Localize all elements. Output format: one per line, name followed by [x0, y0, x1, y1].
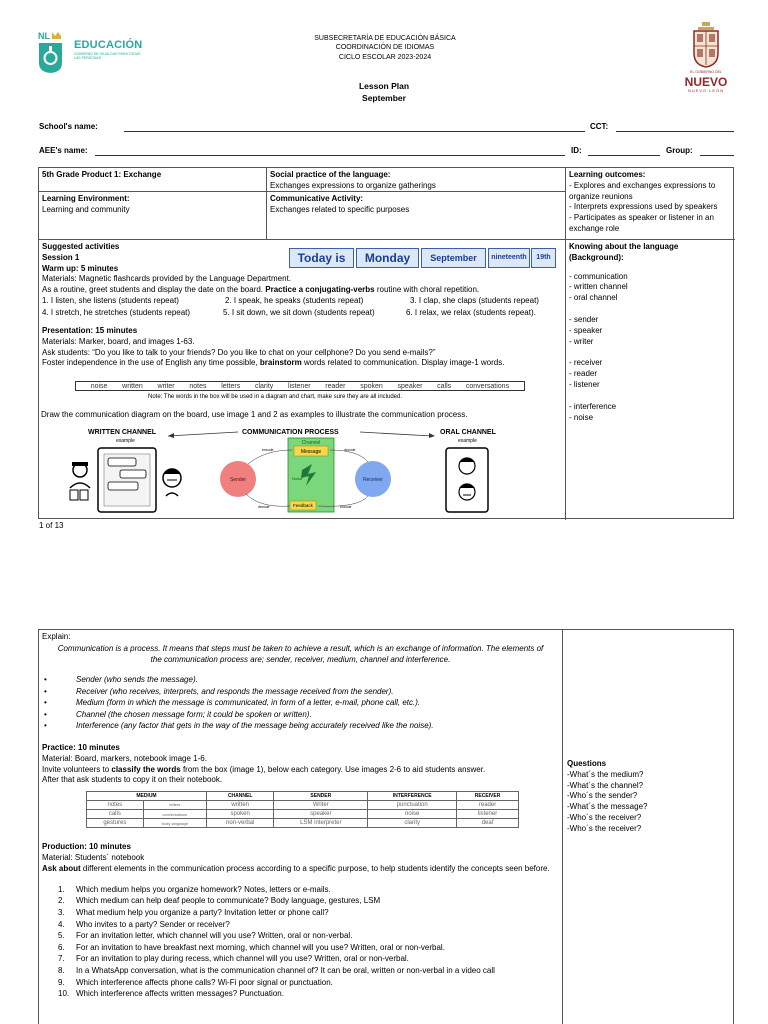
group-label: Group: [666, 146, 693, 155]
cct-field[interactable] [616, 131, 734, 132]
classify-header: MEDIUM [87, 792, 207, 801]
bullet-dot-icon: • [44, 721, 47, 731]
product-cell [39, 168, 267, 192]
verb-item: 1. I listen, she listens (students repeat) [42, 295, 179, 305]
cct-label: CCT: [590, 122, 609, 131]
flashcard-19th: 19th [531, 248, 556, 268]
after-text: After that ask students to copy it on their notebook. [42, 775, 223, 785]
oral-channel-heading: ORAL CHANNEL [440, 429, 496, 436]
explain-cell [39, 630, 563, 1024]
classify-header: RECEIVER [457, 792, 519, 801]
plan-title: Lesson Plan [358, 81, 410, 91]
gov-logo-sub-text: NUEVO LEÓN [687, 88, 725, 93]
question-text: For an invitation letter, which channel will you use? Written, oral or non-verbal. [76, 931, 353, 941]
explain-bullets [42, 674, 559, 732]
side-question: -What´s the channel? [567, 780, 644, 790]
words-note: Note: The words in the box will be used in a diagram and chart, make sure they are all included. [148, 394, 403, 400]
classify-header: SENDER [274, 792, 368, 801]
learning-outcomes-cell [566, 168, 735, 240]
decode-label: decode [344, 448, 356, 452]
outcome-line: - Explores and exchanges expressions to [569, 180, 716, 190]
logo-education-subtitle: GOBIERNO DE IGUALDAD PARA TODAS LAS PERSONAS [74, 52, 141, 61]
reader-face-icon [163, 469, 181, 496]
communicative-activity-cell [267, 192, 566, 240]
feedback-label: Feedback [293, 503, 313, 508]
ask-students-text: Ask students: “Do you like to talk to your friends? Do you like to chat on your cellphone? Do you send e-mails?” [42, 347, 436, 357]
production-question [42, 942, 559, 954]
side-question: -Who´s the receiver? [567, 823, 642, 833]
word-item: letters [221, 383, 241, 390]
plan-month: September [362, 92, 406, 103]
bullet-item [42, 720, 559, 732]
routine-text [42, 285, 562, 296]
bullet-item [42, 686, 559, 698]
gov-logo-main-text: NUEVO [684, 75, 728, 89]
questions-side-cell [563, 630, 735, 1024]
classify-header-row [87, 792, 519, 801]
bullet-text: Sender (who sends the message). [76, 674, 198, 684]
knowing-item: - oral channel [569, 293, 618, 303]
word-item: written [122, 383, 143, 390]
production-question [42, 977, 559, 989]
sender-label: Sender [229, 477, 247, 483]
classify-cell: notes [87, 801, 144, 810]
oral-channel-illustration [444, 444, 492, 514]
classify-cell: spoken [206, 810, 274, 819]
flashcard-september: September [421, 248, 486, 268]
page-header [0, 0, 768, 125]
verb-item: 6. I relax, we relax (students repeat). [406, 307, 536, 317]
bullet-item [42, 709, 559, 721]
knowing-item [569, 347, 732, 358]
foster-text-c: words related to communication. Display image-1 words. [301, 358, 505, 368]
flashcard-nineteenth: nineteenth [488, 248, 530, 268]
question-number: 6. [58, 942, 65, 952]
knowing-item: - noise [569, 412, 594, 422]
dept-line-1: SUBSECRETARÍA DE EDUCACIÓN BÁSICA [314, 35, 456, 42]
question-number: 2. [58, 896, 65, 906]
question-number: 3. [58, 908, 65, 917]
knowing-item: - interference [569, 401, 617, 411]
question-text: In a WhatsApp conversation, what is the communication channel of? It can be oral, written or non-verbal in a video call [76, 965, 495, 975]
side-questions-block [567, 759, 647, 835]
presentation-label: Presentation: 15 minutes [42, 325, 138, 335]
classify-cell: listener [457, 810, 519, 819]
classify-cell: body language [143, 819, 206, 828]
production-question [42, 895, 559, 907]
suggested-activities-label: Suggested activities [42, 242, 120, 251]
bullet-item [42, 697, 559, 709]
social-practice-cell [267, 168, 566, 192]
words-box [75, 381, 525, 391]
production-label: Production: 10 minutes [42, 842, 131, 852]
side-questions-title: Questions [567, 759, 607, 768]
flashcard-today: Today is [289, 248, 354, 268]
routine-text-a: As a routine, greet students and display the date on the board. [42, 285, 266, 295]
classify-cell: written [206, 801, 274, 810]
aee-name-label: AEE's name: [39, 146, 88, 155]
question-text: Which medium helps you organize homework? Notes, letters or e-mails. [76, 884, 331, 894]
foster-text-b: brainstorm [259, 358, 302, 368]
word-item: notes [189, 383, 207, 390]
side-question: -What´s the medium? [567, 769, 644, 779]
shield-badge-icon [38, 30, 63, 74]
classify-cell: letters [143, 801, 206, 810]
question-text: What medium help you organize a party? Invitation letter or phone call? [76, 908, 329, 917]
production-question [42, 930, 559, 942]
knowing-item: - writer [569, 336, 594, 346]
side-questions-list [567, 770, 647, 835]
routine-text-b: Practice a conjugating-verbs [265, 285, 375, 295]
side-question: -Who´s the sender? [567, 791, 638, 801]
question-text: Which interference affects written messages? Punctuation. [76, 989, 284, 999]
channel-label: Channel [301, 440, 321, 446]
question-text: Which interference affects phone calls? Wi-Fi poor signal or punctuation. [76, 977, 333, 987]
invite-text-a: Invite volunteers to [42, 764, 112, 774]
group-field[interactable] [700, 155, 734, 156]
lesson-plan-table-2 [38, 629, 734, 1024]
side-question: -What´s the message? [567, 802, 648, 812]
invite-text-c: from the box (image 1), below each category. Use images 2-6 to aid students answer. [180, 764, 486, 774]
classify-cell: punctuation [368, 801, 457, 810]
verb-item: 4. I stretch, he stretches (students repeat) [42, 307, 191, 317]
production-questions [42, 884, 559, 1000]
product-text: 5th Grade Product 1: Exchange [42, 170, 162, 179]
classify-cell: speaker [274, 810, 368, 819]
outcome-line: - Participates as speaker or listener in an [569, 213, 714, 223]
svg-text:NL: NL [38, 31, 50, 41]
communicative-activity-value: Exchanges related to specific purposes [270, 204, 410, 214]
classify-cell: gestures [87, 819, 144, 828]
verb-item: 3. I clap, she claps (students repeat) [410, 295, 539, 305]
knowing-language-cell [566, 240, 735, 520]
knowing-item: - listener [569, 379, 600, 389]
classify-cell: Writer [274, 801, 368, 810]
classify-cell: noise [368, 810, 457, 819]
verb-item: 5. I sit down, we sit down (students repeat) [223, 307, 375, 317]
communication-process-heading: COMMUNICATION PROCESS [242, 429, 339, 436]
warmup-label: Warm up: 5 minutes [42, 263, 119, 273]
outcome-line: exchange role [569, 223, 620, 233]
routine-text-c: routine with choral repetition. [374, 285, 480, 295]
communicative-activity-label: Communicative Activity: [270, 194, 364, 203]
dept-line-2: COORDINACIÓN DE IDIOMAS [335, 44, 435, 52]
classify-row [87, 801, 519, 810]
nuevo-leon-government-logo [676, 20, 736, 93]
invite-text [42, 765, 559, 776]
question-number: 10. [58, 989, 70, 999]
message-label: Message [300, 449, 322, 455]
communication-process-diagram [210, 436, 400, 514]
word-item: calls [437, 383, 452, 390]
outcome-line: - Interprets expressions used by speakers [569, 202, 718, 212]
word-item: noise [90, 383, 108, 390]
noise-label: Noise [292, 476, 303, 481]
question-number: 7. [58, 954, 65, 964]
bullet-text: Medium (form in which the message is communicated, in form of a letter, e-mail, phone call, etc.). [76, 698, 421, 708]
encode-label-bottom: encode [340, 505, 352, 509]
word-item: spoken [360, 383, 383, 390]
production-question [42, 988, 559, 1000]
classify-cell: deaf [457, 819, 519, 828]
department-heading [250, 34, 520, 62]
classify-cell: conversations [143, 810, 206, 819]
school-name-field[interactable] [124, 131, 585, 132]
written-example-label: example [116, 438, 135, 444]
question-number: 9. [58, 977, 65, 987]
ask-about-rest: different elements in the communication process according to a specific purpose, to help students identify the concepts seen before. [80, 864, 550, 874]
coat-of-arms-icon [676, 20, 736, 70]
flashcard-monday: Monday [356, 248, 419, 268]
words-row [76, 382, 524, 391]
classify-cell: reader [457, 801, 519, 810]
classify-body [87, 801, 519, 828]
classify-table [86, 791, 519, 828]
encode-arrow [248, 450, 292, 464]
knowing-item [569, 391, 732, 402]
knowing-language-label: Knowing about the language (Background): [569, 242, 679, 262]
word-item: speaker [397, 383, 423, 390]
question-number: 1. [58, 884, 65, 894]
verb-item: 2. I speak, he speaks (students repeat) [225, 295, 364, 305]
verbs-list [42, 296, 562, 320]
bullet-text: Receiver (who receives, interprets, and responds the message received from the sender). [76, 686, 394, 696]
question-text: For an invitation to have breakfast next morning, which channel will you use? Written, oral or non-verbal. [76, 942, 445, 952]
classify-header: INTERFERENCE [368, 792, 457, 801]
question-text: For an invitation to play during recess, which channel will you use? Written, oral or non-verbal. [76, 954, 409, 964]
production-material: Material: Students´ notebook [42, 853, 145, 863]
written-channel-heading: WRITTEN CHANNEL [88, 429, 157, 436]
written-channel-illustration [66, 444, 192, 514]
classify-cell: LSM interpreter [274, 819, 368, 828]
knowing-list [569, 272, 732, 424]
word-item: writer [157, 383, 175, 390]
bullet-dot-icon: • [44, 698, 47, 708]
id-field[interactable] [588, 155, 660, 156]
knowing-item: - reader [569, 369, 598, 379]
page-number: 1 of 13 [39, 521, 64, 530]
learning-environment-value: Learning and community [42, 204, 130, 214]
foster-text [42, 358, 562, 369]
word-item: listener [287, 383, 311, 390]
receiver-label: Receiver [363, 477, 383, 483]
practice-materials: Material: Board, markers, notebook image 1-6. [42, 753, 207, 763]
question-number: 5. [58, 931, 65, 941]
student-icon [70, 462, 90, 500]
logo-education-word: EDUCACIÓN [74, 39, 143, 51]
bullet-item [42, 674, 559, 686]
question-number: 8. [58, 965, 65, 975]
materials-text: Materials: Magnetic flashcards provided by the Language Department. [42, 274, 292, 284]
learning-outcomes-label: Learning outcomes: [569, 170, 646, 179]
school-name-label: School's name: [39, 122, 98, 131]
side-question: -Who´s the receiver? [567, 812, 642, 822]
word-item: reader [325, 383, 346, 390]
session-label: Session 1 [42, 252, 80, 262]
id-label: ID: [571, 146, 582, 155]
knowing-item: - sender [569, 314, 599, 324]
outcome-line: organize reunions [569, 191, 633, 201]
explain-intro: Communication is a process. It means that steps must be taken to achieve a result, which is an exchange of information. The elements of the communication process are; sender, receiver, medium, channel and interference. [57, 643, 544, 665]
encode-label: encode [262, 448, 274, 452]
explain-label: Explain: [42, 632, 71, 641]
production-question [42, 907, 559, 919]
classify-header: CHANNEL [206, 792, 274, 801]
question-text: Which medium can help deaf people to communicate? Body language, gestures, LSM [76, 896, 381, 906]
aee-name-field[interactable] [95, 155, 565, 156]
presentation-materials: Materials: Marker, board, and images 1-63. [42, 336, 195, 346]
learning-environment-cell [39, 192, 267, 240]
bullet-text: Channel (the chosen message form; it could be spoken or written). [76, 709, 312, 719]
knowing-item: - receiver [569, 358, 603, 368]
foster-text-a: Foster independence in the use of English any time possible, [42, 358, 260, 368]
production-question [42, 953, 559, 965]
production-question [42, 919, 559, 931]
lesson-plan-title [284, 81, 484, 105]
classify-row [87, 819, 519, 828]
knowing-item: - communication [569, 271, 628, 281]
social-practice-value: Exchanges expressions to organize gatherings [270, 180, 436, 190]
nl-education-logo [38, 30, 143, 76]
knowing-item: - written channel [569, 282, 628, 292]
ask-about-text [42, 864, 559, 875]
knowing-item [569, 304, 732, 315]
bullet-dot-icon: • [44, 674, 47, 684]
learning-environment-label: Learning Environment: [42, 194, 130, 203]
production-question [42, 884, 559, 896]
classify-cell: non-verbal [206, 819, 274, 828]
question-text: Who invites to a party? Sender or receiver? [76, 919, 230, 929]
classify-row [87, 810, 519, 819]
word-item: conversations [465, 383, 510, 390]
social-practice-label: Social practice of the language: [270, 170, 391, 179]
classify-cell: clarity [368, 819, 457, 828]
decode-label-bottom: decode [258, 505, 270, 509]
production-question [42, 965, 559, 977]
dept-line-3: CICLO ESCOLAR 2023-2024 [338, 53, 432, 61]
invite-text-b: classify the words [111, 764, 181, 774]
bullet-text: Interference (any factor that gets in the way of the message being accurately received like the noise). [76, 721, 434, 731]
classify-cell: calls [87, 810, 144, 819]
knowing-item: - speaker [569, 325, 603, 335]
bullet-dot-icon: • [44, 686, 47, 696]
bullet-dot-icon: • [44, 709, 47, 719]
question-number: 4. [58, 919, 65, 929]
oral-example-label: example [458, 438, 477, 444]
word-item: clarity [254, 383, 274, 390]
practice-label: Practice: 10 minutes [42, 742, 120, 752]
draw-instruction: Draw the communication diagram on the board, use image 1 and 2 as examples to illustrate the communication process. [41, 410, 468, 419]
gov-logo-top-text: EL GOBIERNO DEL [690, 70, 722, 74]
tablet-chat-icon [98, 448, 156, 512]
ask-about-bold: Ask about [42, 864, 81, 874]
